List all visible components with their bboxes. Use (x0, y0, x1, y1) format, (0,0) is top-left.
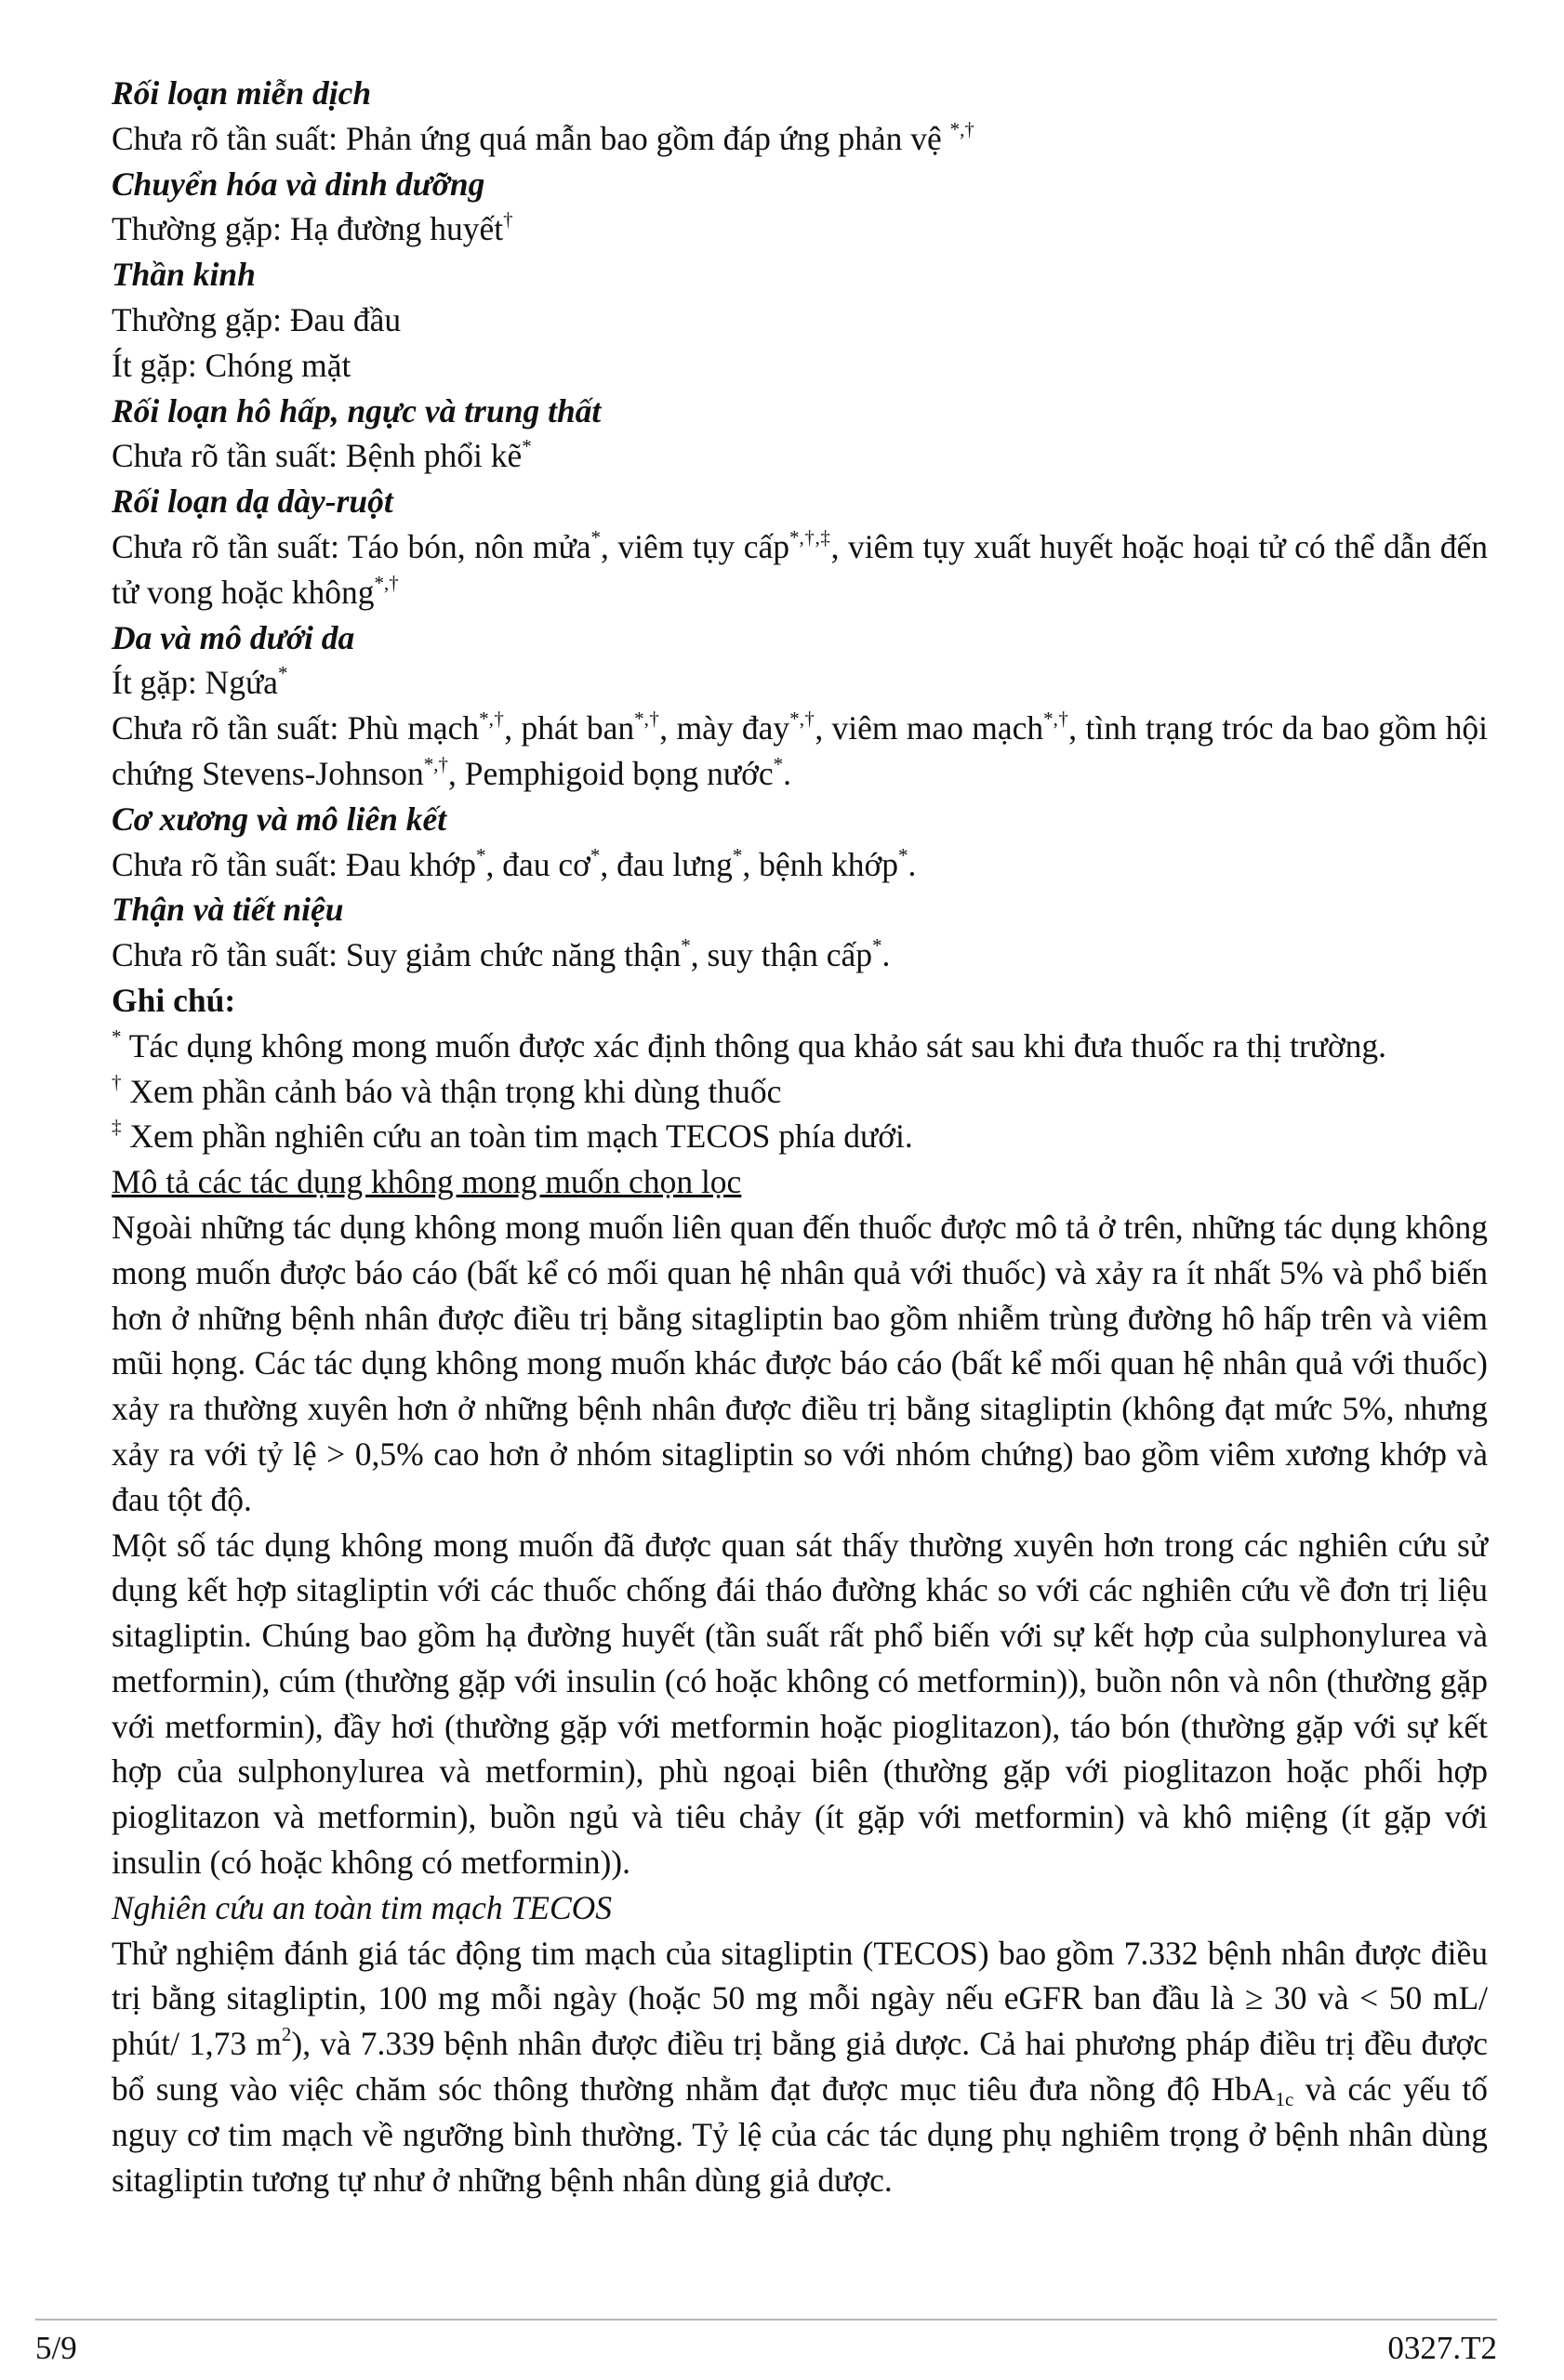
section-line: Chưa rõ tần suất: Phản ứng quá mẫn bao gồm đáp ứng phản vệ *,† (112, 117, 974, 157)
section-heading-renal: Thận và tiết niệu (112, 891, 344, 929)
section-line: Chưa rõ tần suất: Phù mạch*,†, phát ban*,†, mày đay*,†, viêm mao mạch*,†, tình trạng tróc da bao gồm hội chứng Stevens-Johnson*,†, Pemphigoid bọng nước*. (112, 707, 1488, 792)
note-item: ‡ Xem phần nghiên cứu an toàn tim mạch TECOS phía dưới. (112, 1116, 913, 1156)
section-line: Thường gặp: Đau đầu (112, 300, 402, 338)
footer-divider (35, 2319, 1497, 2320)
section-line: Ít gặp: Ngứa* (112, 662, 288, 702)
document-body (112, 71, 1488, 2202)
tecos-title: Nghiên cứu an toàn tim mạch TECOS (112, 1888, 613, 1926)
section-line: Thường gặp: Hạ đường huyết† (112, 208, 513, 248)
section-line: Chưa rõ tần suất: Bệnh phổi kẽ* (112, 435, 532, 475)
selected-effects-title: Mô tả các tác dụng không mong muốn chọn lọc (112, 1163, 742, 1201)
note-item: † Xem phần cảnh báo và thận trọng khi dùng thuốc (112, 1070, 782, 1110)
section-heading-respiratory: Rối loạn hô hấp, ngực và trung thất (112, 391, 602, 430)
section-heading-musculoskeletal: Cơ xương và mô liên kết (112, 800, 447, 838)
section-line: Chưa rõ tần suất: Táo bón, nôn mửa*, viêm tụy cấp*,†,‡, viêm tụy xuất huyết hoặc hoại tử có thể dẫn đến tử vong hoặc không*,† (112, 525, 1489, 611)
section-heading-gastro: Rối loạn dạ dày-ruột (112, 483, 393, 521)
selected-effects-paragraph-1: Ngoài những tác dụng không mong muốn liên quan đến thuốc được mô tả ở trên, những tác dụng không mong muốn được báo cáo (bất kể có mối quan hệ nhân quả với thuốc) và xảy ra ít nhất 5% và phổ biến hơn ở những bệnh nhân được điều trị bằng sitagliptin bao gồm nhiễm trùng đường hô hấp trên và viêm mũi họng. Các tác dụng không mong muốn khác được báo cáo (bất kể mối quan hệ nhân quả với thuốc) xảy ra thường xuyên hơn ở những bệnh nhân được điều trị bằng sitagliptin (không đạt mức 5%, nhưng xảy ra với tỷ lệ > 0,5% cao hơn ở nhóm sitagliptin so với nhóm chứng) bao gồm viêm xương khớp và đau tột độ. (112, 1208, 1488, 1518)
section-heading-metabolism: Chuyển hóa và dinh dưỡng (112, 165, 485, 203)
section-heading-skin: Da và mô dưới da (112, 618, 355, 656)
note-item: * Tác dụng không mong muốn được xác định thông qua khảo sát sau khi đưa thuốc ra thị trường. (112, 1025, 1387, 1064)
page-number: 5/9 (35, 2330, 77, 2366)
tecos-paragraph: Thử nghiệm đánh giá tác động tim mạch của sitagliptin (TECOS) bao gồm 7.332 bệnh nhân được điều trị bằng sitagliptin, 100 mg mỗi ngày (hoặc 50 mg mỗi ngày nếu eGFR ban đầu là ≥ 30 và < 50 mL/ phút/ 1,73 $m^2$), và 7.339 bệnh nhân được điều trị bằng giả dược. Cả hai phương pháp điều trị đều được bổ sung vào việc chăm sóc thông thường nhằm đạt được mục tiêu đưa nồng độ HbA$_{1c}$ và các yếu tố nguy cơ tim mạch về ngưỡng bình thường. Tỷ lệ của các tác dụng phụ nghiêm trọng ở bệnh nhân dùng sitagliptin tương tự như ở những bệnh nhân dùng giả dược. (112, 1934, 1489, 2199)
section-heading-immune: Rối loạn miễn dịch (112, 74, 372, 112)
section-line: Ít gặp: Chóng mặt (112, 346, 351, 384)
section-line: Chưa rõ tần suất: Suy giảm chức năng thận*, suy thận cấp*. (112, 934, 891, 974)
notes-title: Ghi chú: (112, 981, 236, 1019)
section-line: Chưa rõ tần suất: Đau khớp*, đau cơ*, đau lưng*, bệnh khớp*. (112, 843, 917, 883)
document-code: 0327.T2 (1387, 2330, 1497, 2366)
section-heading-nervous: Thần kinh (112, 256, 256, 294)
selected-effects-paragraph-2: Một số tác dụng không mong muốn đã được quan sát thấy thường xuyên hơn trong các nghiên cứu sử dụng kết hợp sitagliptin với các thuốc chống đái tháo đường khác so với các nghiên cứu về đơn trị liệu sitagliptin. Chúng bao gồm hạ đường huyết (tần suất rất phổ biến với sự kết hợp của sulphonylurea và metformin), cúm (thường gặp với insulin (có hoặc không có metformin)), buồn nôn và nôn (thường gặp với metformin), đầy hơi (thường gặp với metformin hoặc pioglitazon), táo bón (thường gặp với sự kết hợp của sulphonylurea và metformin), phù ngoại biên (thường gặp với pioglitazon hoặc phối hợp pioglitazon và metformin), buồn ngủ và tiêu chảy (ít gặp với metformin) và khô miệng (ít gặp với insulin (có hoặc không có metformin)). (112, 1526, 1488, 1882)
